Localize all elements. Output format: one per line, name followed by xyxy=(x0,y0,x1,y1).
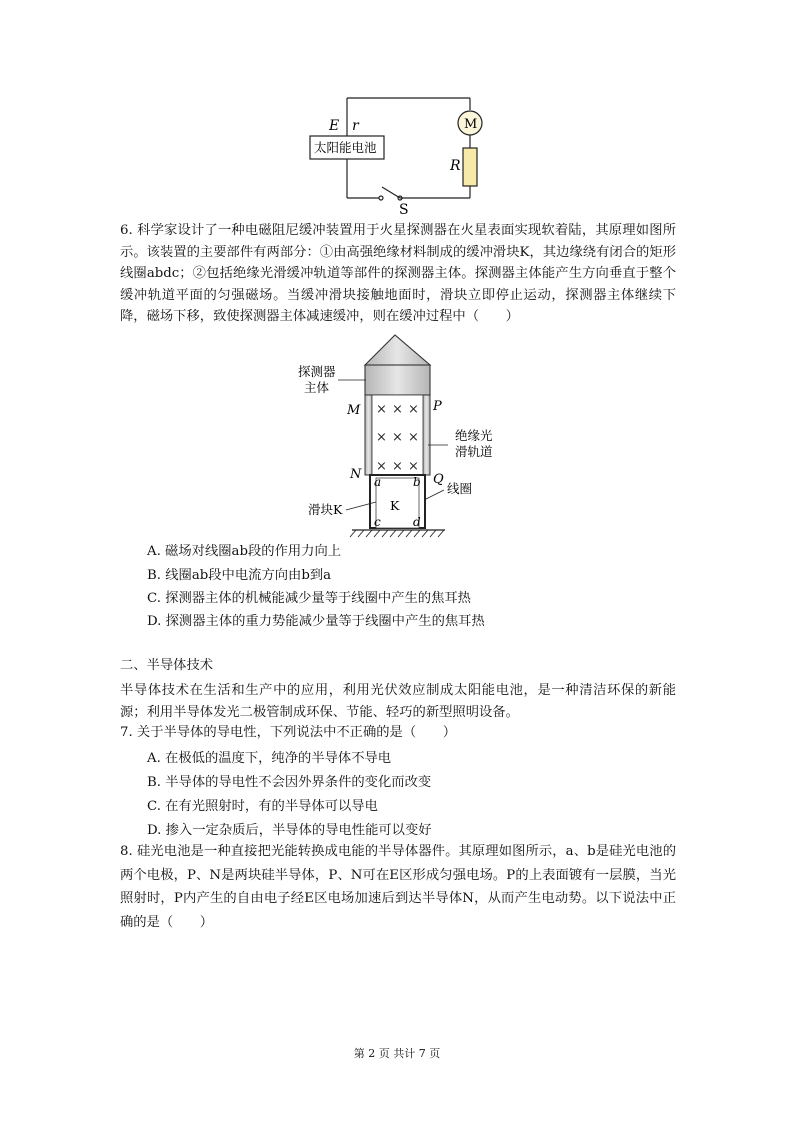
field-cross: × xyxy=(392,459,403,474)
label-probe-body-2: 主体 xyxy=(304,380,330,395)
option-6a: A. 磁场对线圈ab段的作用力向上 xyxy=(147,544,342,559)
label-k: K xyxy=(390,498,400,513)
field-cross: × xyxy=(408,459,419,474)
question-6-stem: 6. 科学家设计了一种电磁阻尼缓冲装置用于火星探测器在火星表面实现软着陆，其原理如图所示。该装置的主要部件有两部分：①由高强绝缘材料制成的缓冲滑块K，其边缘绕有闭合的矩形线圈abdc；②包括绝缘光滑缓冲轨道等部件的探测器主体。探测器主体能产生方向垂直于整个缓冲轨道平面的匀强磁场。当缓冲滑块接触地面时，滑块立即停止运动，探测器主体继续下降，磁场下移，致使探测器主体减速缓冲，则在缓冲过程中（ ） xyxy=(120,223,676,325)
field-cross: × xyxy=(408,430,419,445)
option-6d: D. 探测器主体的重力势能减少量等于线圈中产生的焦耳热 xyxy=(147,614,485,629)
label-q: Q xyxy=(433,472,444,487)
label-b: b xyxy=(413,475,421,489)
label-c: c xyxy=(374,515,381,529)
label-r: r xyxy=(352,118,359,134)
switch-label: S xyxy=(399,202,409,215)
circuit-diagram xyxy=(305,90,495,215)
field-cross: × xyxy=(376,459,387,474)
field-cross: × xyxy=(408,402,419,417)
option-7c: C. 在有光照射时，有的半导体可以导电 xyxy=(147,799,378,814)
question-7-stem: 7. 关于半导体的导电性，下列说法中不正确的是（ ） xyxy=(120,725,457,740)
option-6b: B. 线圈ab段中电流方向由b到a xyxy=(147,568,332,583)
option-7b: B. 半导体的导电性不会因外界条件的变化而改变 xyxy=(147,775,432,790)
field-cross: × xyxy=(392,402,403,417)
field-cross: × xyxy=(392,430,403,445)
label-e: E xyxy=(329,118,340,134)
label-coil: 线圈 xyxy=(447,481,473,496)
section-title: 二、半导体技术 xyxy=(120,658,214,673)
battery-label: 太阳能电池 xyxy=(314,140,377,155)
probe-diagram xyxy=(290,330,520,540)
label-m: M xyxy=(347,403,361,418)
label-probe-body-1: 探测器 xyxy=(298,364,336,379)
label-rail-1: 绝缘光 xyxy=(455,428,493,443)
label-a: a xyxy=(374,475,382,489)
label-p: P xyxy=(433,399,442,414)
motor-label: M xyxy=(464,117,478,132)
option-7a: A. 在极低的温度下，纯净的半导体不导电 xyxy=(147,751,392,766)
question-8-stem: 8. 硅光电池是一种直接把光能转换成电能的半导体器件。其原理如图所示，a、b是硅光电池的两个电极，P、N是两块硅半导体，P、N可在E区形成匀强电场。P的上表面镀有一层膜，当光照射时，P内产生的自由电子经E区电场加速后到达半导体N，从而产生电动势。以下说法中正确的是（ ） xyxy=(120,844,676,930)
label-d: d xyxy=(413,515,421,529)
label-resistor: R xyxy=(450,158,461,174)
section-intro: 半导体技术在生活和生产中的应用，利用光伏效应制成太阳能电池，是一种清洁环保的新能源；利用半导体发光二极管制成环保、节能、轻巧的新型照明设备。 xyxy=(120,683,676,720)
label-rail-2: 滑轨道 xyxy=(455,444,493,459)
field-cross: × xyxy=(376,430,387,445)
label-n: N xyxy=(350,467,362,482)
option-7d: D. 掺入一定杂质后，半导体的导电性能可以变好 xyxy=(147,823,432,838)
field-cross: × xyxy=(376,402,387,417)
page-footer: 第 2 页 共计 7 页 xyxy=(353,1047,441,1060)
label-slider: 滑块K xyxy=(308,502,343,517)
option-6c: C. 探测器主体的机械能减少量等于线圈中产生的焦耳热 xyxy=(147,591,471,606)
